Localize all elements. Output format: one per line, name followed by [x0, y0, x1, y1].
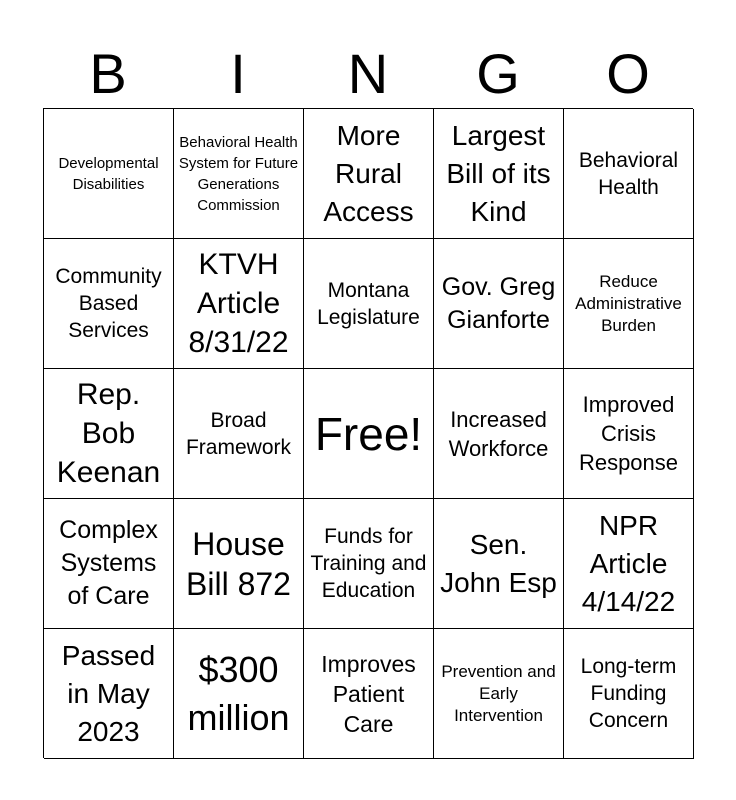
bingo-cell-2-5[interactable] — [564, 239, 694, 369]
cell-text: Complex Systems of Care — [59, 516, 158, 610]
cell-text: Increased Workforce — [448, 406, 549, 461]
cell-text: Improved Crisis Response — [578, 392, 679, 475]
bingo-cell-4-5[interactable] — [564, 499, 694, 629]
bingo-cell-4-1[interactable] — [44, 499, 174, 629]
header-letter-o: O — [606, 42, 650, 105]
cell-text: Passed in May 2023 — [61, 639, 156, 747]
cell-text: Gov. Greg Gianforte — [441, 272, 556, 334]
bingo-cell-1-3[interactable] — [304, 109, 434, 239]
cell-text: Funds for Training and Education — [310, 525, 427, 602]
cell-text: Sen. John Esp — [440, 528, 557, 598]
bingo-cell-3-1[interactable] — [44, 369, 174, 499]
cell-text: Largest Bill of its Kind — [446, 119, 551, 227]
bingo-cell-2-3[interactable] — [304, 239, 434, 369]
bingo-cell-3-2[interactable] — [174, 369, 304, 499]
bingo-cell-free[interactable] — [304, 369, 434, 499]
header-letter-n: N — [347, 42, 389, 105]
header-letter-b: B — [89, 42, 127, 105]
cell-text: Prevention and Early Intervention — [441, 661, 556, 725]
cell-text: KTVH Article 8/31/22 — [188, 248, 289, 359]
bingo-cell-5-1[interactable] — [44, 629, 174, 759]
cell-text: Community Based Services — [55, 265, 162, 342]
bingo-cell-1-4[interactable] — [434, 109, 564, 239]
cell-text: More Rural Access — [323, 119, 414, 227]
bingo-cell-3-5[interactable] — [564, 369, 694, 499]
cell-text: Reduce Administrative Burden — [575, 271, 682, 335]
header-letter-g: G — [476, 42, 520, 105]
cell-text: House Bill 872 — [186, 525, 291, 602]
cell-text: Montana Legislature — [317, 278, 420, 329]
cell-text: Developmental Disabilities — [58, 154, 159, 193]
bingo-cell-2-4[interactable] — [434, 239, 564, 369]
cell-text: NPR Article 4/14/22 — [581, 509, 676, 617]
bingo-cell-2-1[interactable] — [44, 239, 174, 369]
bingo-cell-5-5[interactable] — [564, 629, 694, 759]
bingo-header — [43, 40, 693, 108]
bingo-cell-4-2[interactable] — [174, 499, 304, 629]
bingo-board — [43, 108, 693, 758]
cell-text: Behavioral Health System for Future Generations Commission — [178, 133, 299, 214]
bingo-cell-3-4[interactable] — [434, 369, 564, 499]
bingo-cell-5-4[interactable] — [434, 629, 564, 759]
bingo-cell-1-1[interactable] — [44, 109, 174, 239]
cell-text: Long-term Funding Concern — [580, 655, 677, 732]
free-space-text: Free! — [314, 407, 423, 460]
bingo-cell-5-3[interactable] — [304, 629, 434, 759]
bingo-cell-5-2[interactable] — [174, 629, 304, 759]
bingo-cell-1-5[interactable] — [564, 109, 694, 239]
bingo-cell-4-3[interactable] — [304, 499, 434, 629]
cell-text: $300 million — [187, 648, 290, 738]
cell-text: Broad Framework — [185, 408, 291, 459]
bingo-cell-2-2[interactable] — [174, 239, 304, 369]
cell-text: Improves Patient Care — [321, 650, 416, 737]
bingo-cell-1-2[interactable] — [174, 109, 304, 239]
bingo-cell-4-4[interactable] — [434, 499, 564, 629]
header-letter-i: I — [230, 42, 246, 105]
cell-text: Behavioral Health — [578, 148, 679, 199]
cell-text: Rep. Bob Keenan — [56, 378, 161, 489]
